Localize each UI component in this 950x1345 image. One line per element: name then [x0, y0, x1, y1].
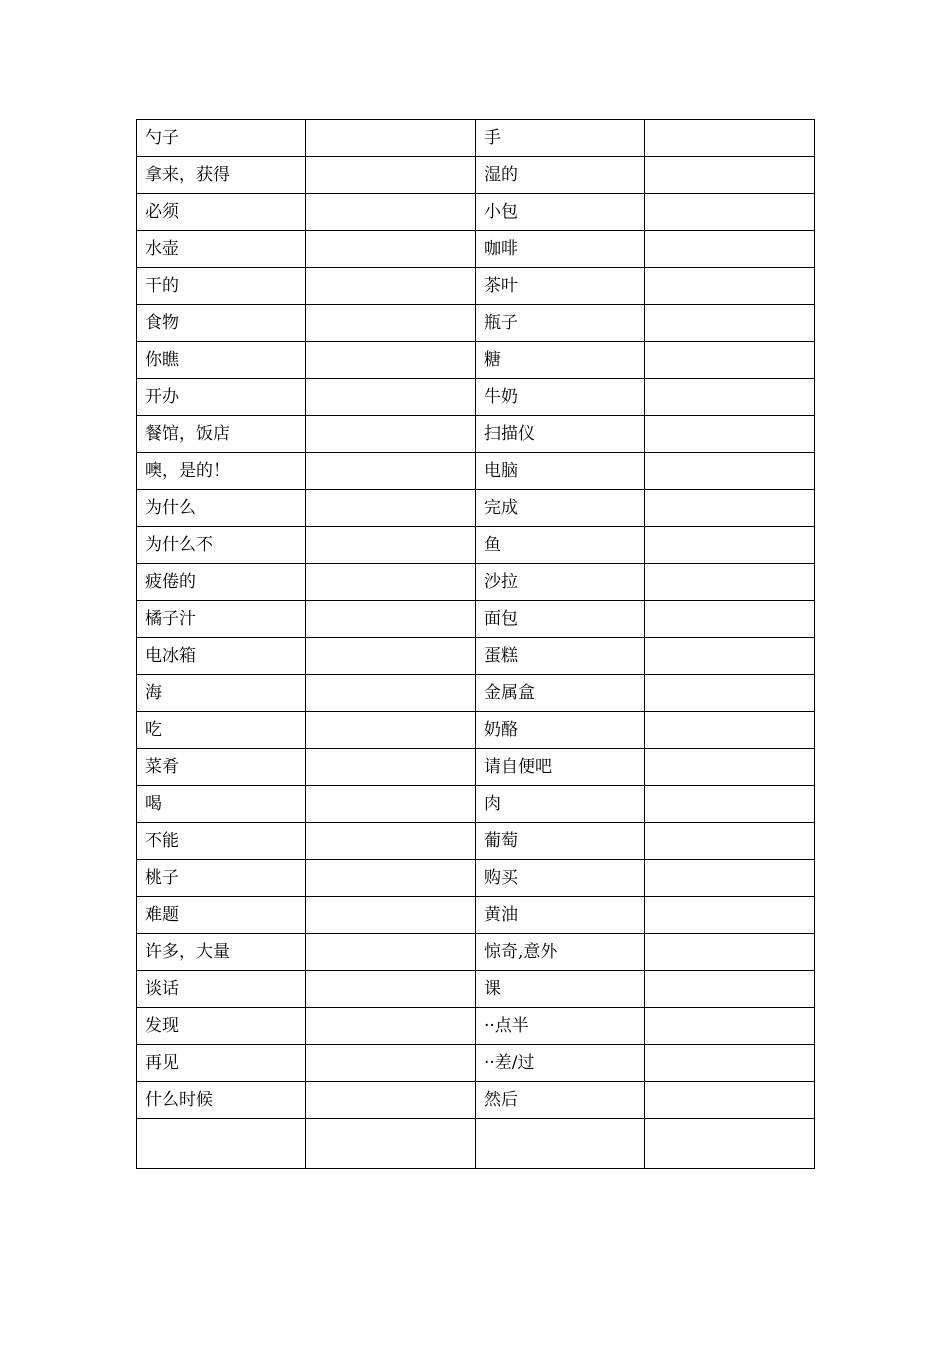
chinese-word-cell [476, 1119, 645, 1169]
table-row [137, 416, 815, 453]
answer-cell[interactable] [306, 120, 476, 157]
chinese-word-cell: 疲倦的 [137, 564, 306, 601]
answer-cell[interactable] [645, 897, 815, 934]
chinese-word-cell: 葡萄 [476, 823, 645, 860]
answer-cell[interactable] [306, 194, 476, 231]
answer-cell[interactable] [645, 416, 815, 453]
answer-cell[interactable] [306, 157, 476, 194]
table-row [137, 1045, 815, 1082]
chinese-word-cell: 什么时候 [137, 1082, 306, 1119]
table-row [137, 897, 815, 934]
chinese-word-cell: 干的 [137, 268, 306, 305]
answer-cell[interactable] [645, 490, 815, 527]
vocabulary-table [136, 119, 815, 1169]
answer-cell[interactable] [306, 934, 476, 971]
table-row [137, 157, 815, 194]
chinese-word-cell: 完成 [476, 490, 645, 527]
chinese-word-cell: 橘子汁 [137, 601, 306, 638]
answer-cell[interactable] [306, 268, 476, 305]
chinese-word-cell: 手 [476, 120, 645, 157]
table-row [137, 675, 815, 712]
table-row [137, 268, 815, 305]
chinese-word-cell: 不能 [137, 823, 306, 860]
chinese-word-cell: 瓶子 [476, 305, 645, 342]
table-row [137, 231, 815, 268]
answer-cell[interactable] [645, 934, 815, 971]
chinese-word-cell: 面包 [476, 601, 645, 638]
chinese-word-cell: 开办 [137, 379, 306, 416]
chinese-word-cell: 请自便吧 [476, 749, 645, 786]
chinese-word-cell: 勺子 [137, 120, 306, 157]
answer-cell[interactable] [645, 1119, 815, 1169]
answer-cell[interactable] [306, 1045, 476, 1082]
table-row [137, 490, 815, 527]
table-row [137, 1082, 815, 1119]
answer-cell[interactable] [306, 1119, 476, 1169]
chinese-word-cell: 黄油 [476, 897, 645, 934]
answer-cell[interactable] [645, 453, 815, 490]
chinese-word-cell: 沙拉 [476, 564, 645, 601]
answer-cell[interactable] [306, 416, 476, 453]
chinese-word-cell: 牛奶 [476, 379, 645, 416]
chinese-word-cell: 为什么不 [137, 527, 306, 564]
chinese-word-cell: 谈话 [137, 971, 306, 1008]
answer-cell[interactable] [645, 527, 815, 564]
chinese-word-cell: 购买 [476, 860, 645, 897]
answer-cell[interactable] [645, 749, 815, 786]
table-row [137, 527, 815, 564]
chinese-word-cell: 茶叶 [476, 268, 645, 305]
answer-cell[interactable] [306, 638, 476, 675]
answer-cell[interactable] [306, 860, 476, 897]
answer-cell[interactable] [306, 897, 476, 934]
answer-cell[interactable] [306, 712, 476, 749]
answer-cell[interactable] [645, 823, 815, 860]
answer-cell[interactable] [645, 379, 815, 416]
table-row [137, 453, 815, 490]
chinese-word-cell: 湿的 [476, 157, 645, 194]
table-row [137, 638, 815, 675]
answer-cell[interactable] [645, 638, 815, 675]
table-row [137, 860, 815, 897]
table-row [137, 379, 815, 416]
answer-cell[interactable] [306, 379, 476, 416]
answer-cell[interactable] [306, 342, 476, 379]
answer-cell[interactable] [306, 675, 476, 712]
answer-cell[interactable] [645, 786, 815, 823]
chinese-word-cell: 水壶 [137, 231, 306, 268]
answer-cell[interactable] [306, 1082, 476, 1119]
chinese-word-cell: 难题 [137, 897, 306, 934]
chinese-word-cell: 电冰箱 [137, 638, 306, 675]
chinese-word-cell: 桃子 [137, 860, 306, 897]
chinese-word-cell: 为什么 [137, 490, 306, 527]
chinese-word-cell: 餐馆，饭店 [137, 416, 306, 453]
chinese-word-cell: 再见 [137, 1045, 306, 1082]
chinese-word-cell: 喝 [137, 786, 306, 823]
answer-cell[interactable] [645, 675, 815, 712]
chinese-word-cell: 吃 [137, 712, 306, 749]
answer-cell[interactable] [645, 712, 815, 749]
chinese-word-cell: 扫描仪 [476, 416, 645, 453]
chinese-word-cell: 菜肴 [137, 749, 306, 786]
table-row [137, 971, 815, 1008]
chinese-word-cell: 然后 [476, 1082, 645, 1119]
chinese-word-cell: ··差/过 [476, 1045, 645, 1082]
chinese-word-cell: 奶酪 [476, 712, 645, 749]
answer-cell[interactable] [645, 1008, 815, 1045]
chinese-word-cell: 蛋糕 [476, 638, 645, 675]
chinese-word-cell: 拿来，获得 [137, 157, 306, 194]
chinese-word-cell: 小包 [476, 194, 645, 231]
chinese-word-cell: 你瞧 [137, 342, 306, 379]
table-row [137, 786, 815, 823]
answer-cell[interactable] [645, 564, 815, 601]
vocabulary-table-body [137, 120, 815, 1169]
answer-cell[interactable] [306, 490, 476, 527]
chinese-word-cell: 肉 [476, 786, 645, 823]
table-row [137, 120, 815, 157]
answer-cell[interactable] [645, 157, 815, 194]
answer-cell[interactable] [306, 453, 476, 490]
answer-cell[interactable] [306, 564, 476, 601]
answer-cell[interactable] [645, 268, 815, 305]
chinese-word-cell: 发现 [137, 1008, 306, 1045]
chinese-word-cell: 海 [137, 675, 306, 712]
answer-cell[interactable] [306, 786, 476, 823]
chinese-word-cell: 食物 [137, 305, 306, 342]
table-row [137, 1008, 815, 1045]
answer-cell[interactable] [306, 305, 476, 342]
table-row [137, 342, 815, 379]
answer-cell[interactable] [645, 194, 815, 231]
chinese-word-cell: 电脑 [476, 453, 645, 490]
chinese-word-cell [137, 1119, 306, 1169]
table-row [137, 601, 815, 638]
chinese-word-cell: 课 [476, 971, 645, 1008]
table-row [137, 194, 815, 231]
chinese-word-cell: 糖 [476, 342, 645, 379]
table-row [137, 564, 815, 601]
chinese-word-cell: 许多，大量 [137, 934, 306, 971]
chinese-word-cell: 噢，是的！ [137, 453, 306, 490]
answer-cell[interactable] [645, 860, 815, 897]
chinese-word-cell: 惊奇,意外 [476, 934, 645, 971]
chinese-word-cell: 咖啡 [476, 231, 645, 268]
chinese-word-cell: ··点半 [476, 1008, 645, 1045]
answer-cell[interactable] [645, 342, 815, 379]
table-row [137, 305, 815, 342]
answer-cell[interactable] [645, 120, 815, 157]
answer-cell[interactable] [645, 1045, 815, 1082]
answer-cell[interactable] [306, 1008, 476, 1045]
table-row [137, 823, 815, 860]
table-row [137, 749, 815, 786]
table-row [137, 712, 815, 749]
chinese-word-cell: 鱼 [476, 527, 645, 564]
chinese-word-cell: 必须 [137, 194, 306, 231]
chinese-word-cell: 金属盒 [476, 675, 645, 712]
answer-cell[interactable] [645, 305, 815, 342]
answer-cell[interactable] [306, 231, 476, 268]
table-row [137, 934, 815, 971]
table-row [137, 1119, 815, 1169]
answer-cell[interactable] [645, 971, 815, 1008]
answer-cell[interactable] [306, 527, 476, 564]
answer-cell[interactable] [645, 1082, 815, 1119]
answer-cell[interactable] [306, 601, 476, 638]
answer-cell[interactable] [306, 823, 476, 860]
answer-cell[interactable] [645, 601, 815, 638]
answer-cell[interactable] [306, 749, 476, 786]
answer-cell[interactable] [645, 231, 815, 268]
answer-cell[interactable] [306, 971, 476, 1008]
